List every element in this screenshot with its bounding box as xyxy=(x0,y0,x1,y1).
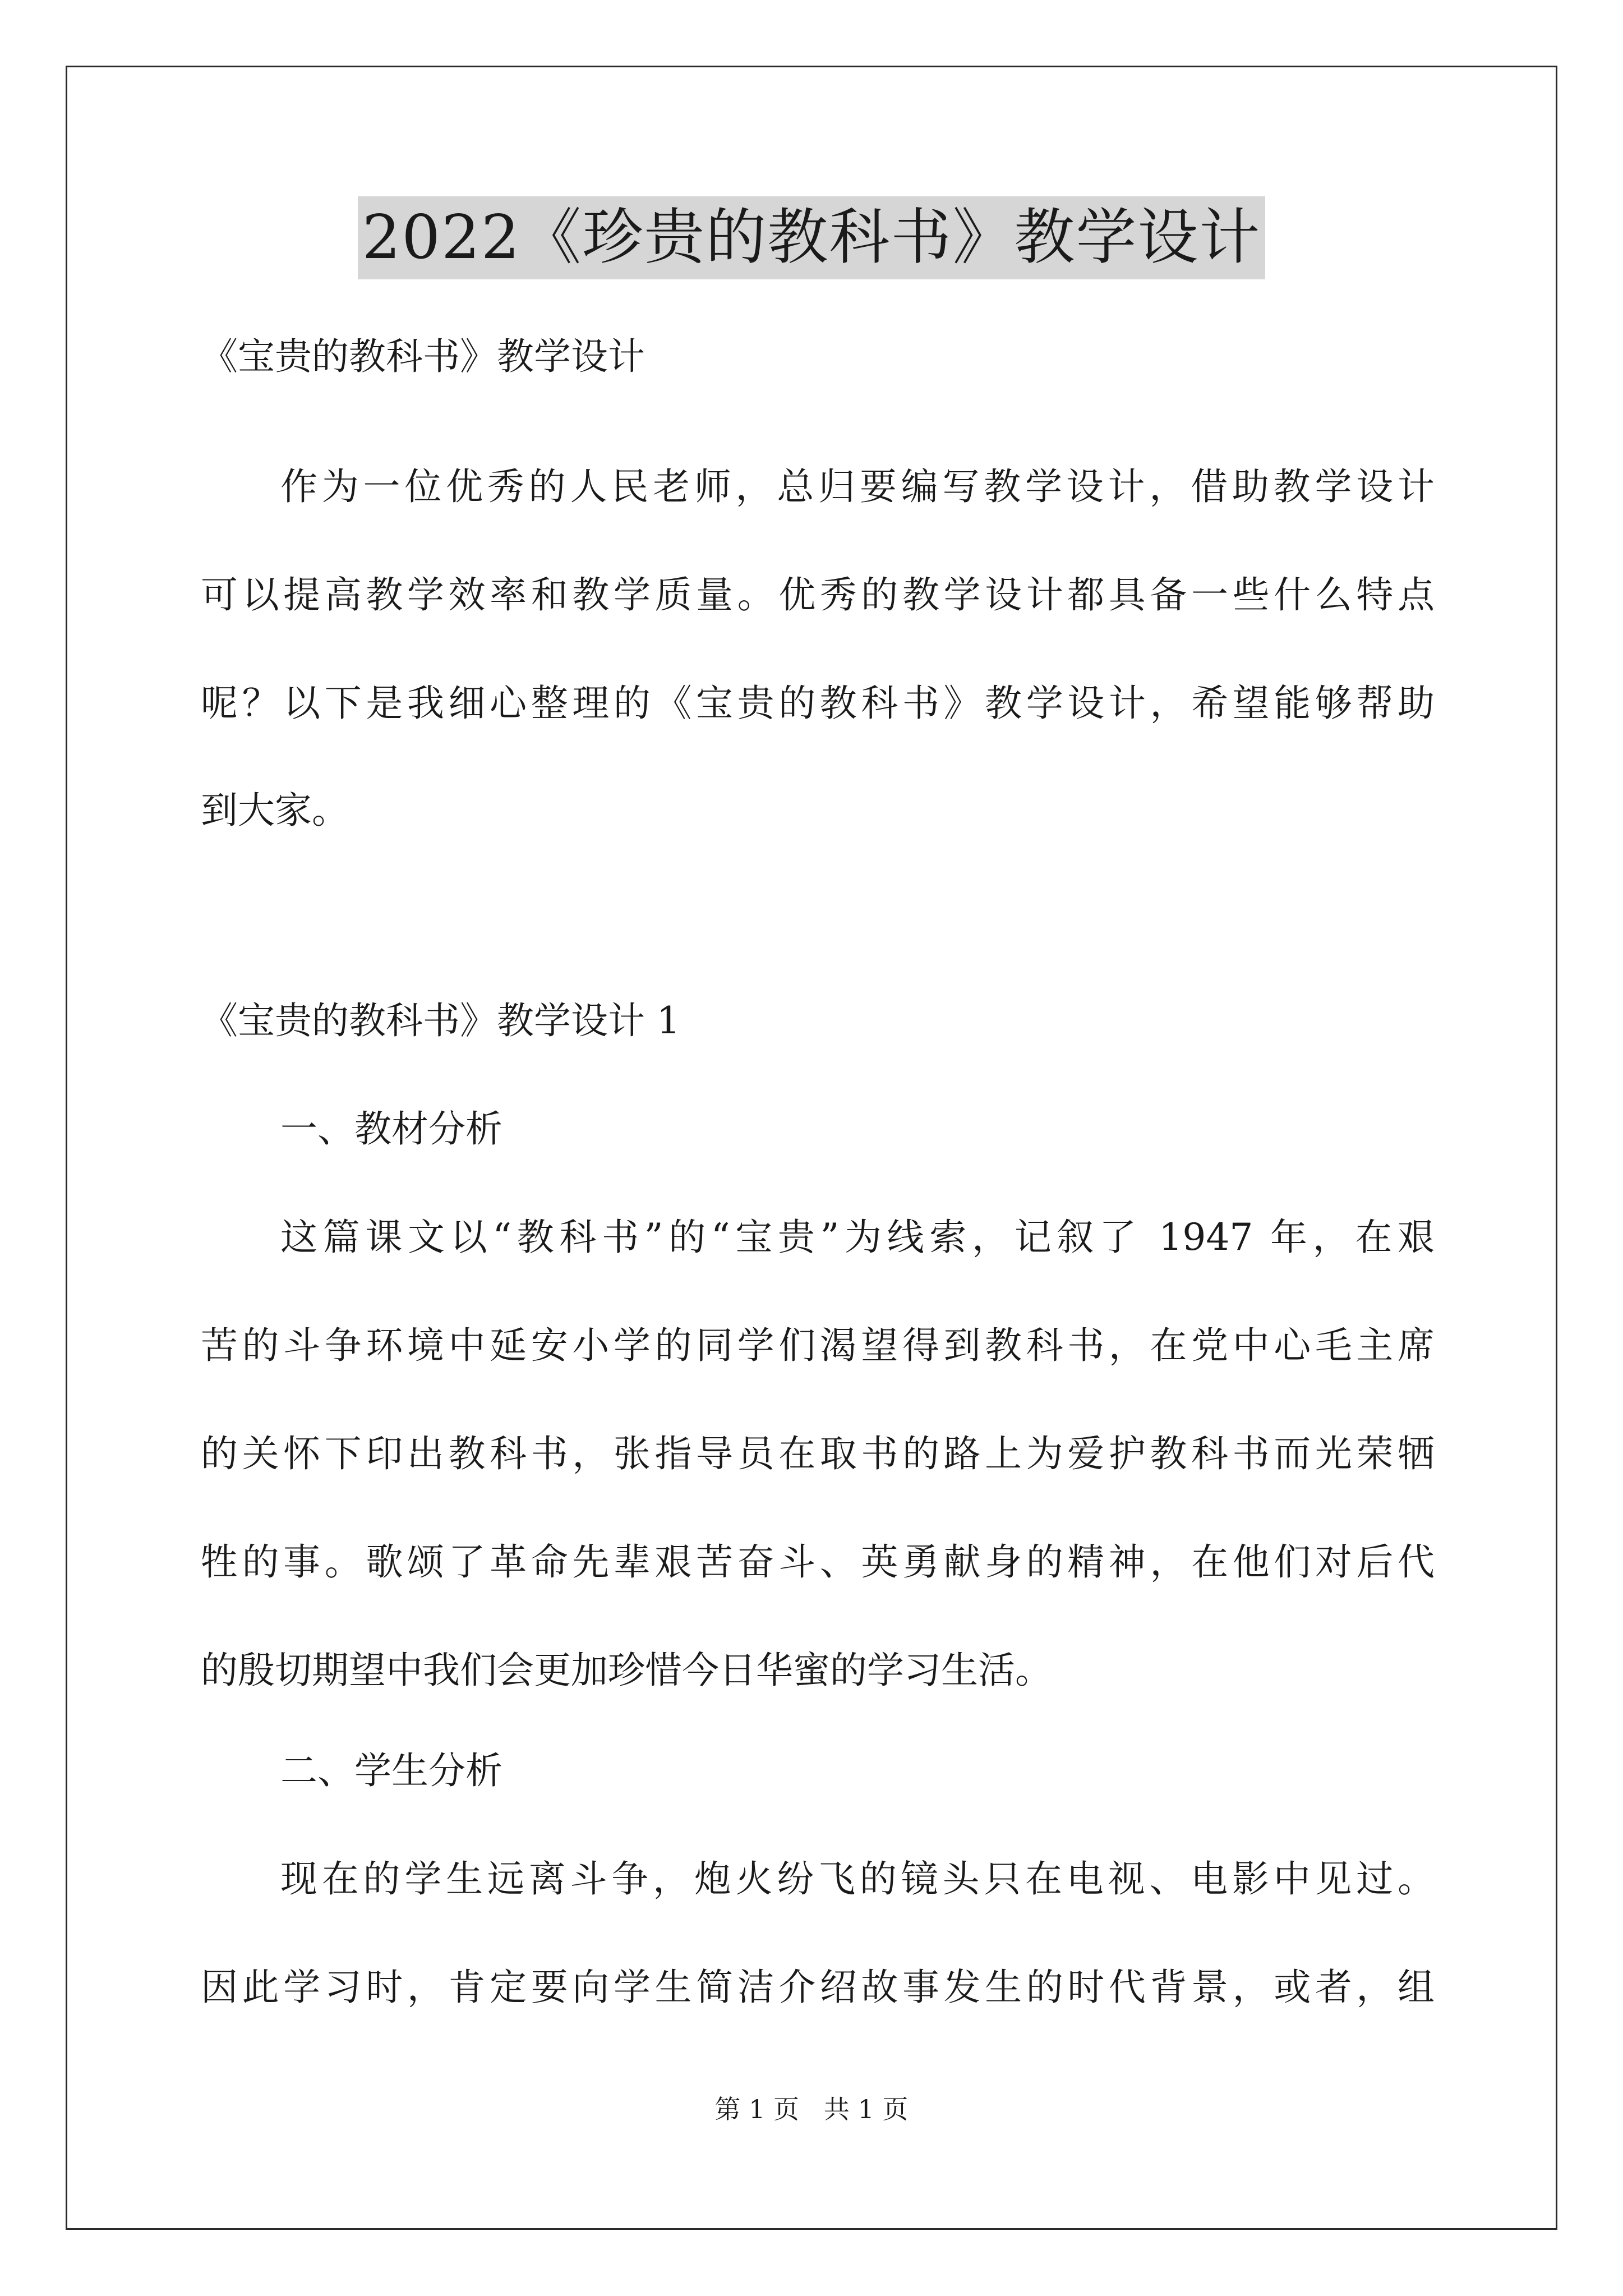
paragraph-line: 这篇课文以“教科书”的“宝贵”为线索，记叙了 1947 年，在艰 xyxy=(280,1216,1435,1259)
paragraph-line: 的殷切期望中我们会更加珍惜今日华蜜的学习生活。 xyxy=(201,1649,1052,1692)
subtitle: 《宝贵的教科书》教学设计 xyxy=(201,335,645,378)
intro-line-1: 作为一位优秀的人民老师，总归要编写教学设计，借助教学设计 xyxy=(280,465,1435,508)
paragraph-line: 苦的斗争环境中延安小学的同学们渴望得到教科书，在党中心毛主席 xyxy=(201,1324,1435,1367)
intro-line-4: 到大家。 xyxy=(201,789,349,832)
section-heading: 《宝贵的教科书》教学设计 1 xyxy=(201,999,680,1042)
intro-line-2: 可以提高教学效率和教学质量。优秀的教学设计都具备一些什么特点 xyxy=(201,573,1435,616)
part1-heading: 一、教材分析 xyxy=(280,1107,502,1151)
paragraph-line: 牲的事。歌颂了革命先辈艰苦奋斗、英勇献身的精神，在他们对后代 xyxy=(201,1540,1435,1584)
document-title xyxy=(0,196,1623,279)
part2-heading: 二、学生分析 xyxy=(280,1749,502,1792)
paragraph-line: 现在的学生远离斗争，炮火纷飞的镜头只在电视、电影中见过。 xyxy=(280,1857,1435,1901)
paragraph-line: 因此学习时，肯定要向学生简洁介绍故事发生的时代背景，或者，组 xyxy=(201,1966,1435,2009)
page-number-footer: 第 1 页 共 1 页 xyxy=(714,2094,909,2124)
intro-line-3: 呢？以下是我细心整理的《宝贵的教科书》教学设计，希望能够帮助 xyxy=(201,682,1435,725)
document-title-text: 2022《珍贵的教科书》教学设计 xyxy=(358,196,1266,279)
paragraph-line: 的关怀下印出教科书，张指导员在取书的路上为爱护教科书而光荣牺 xyxy=(201,1432,1435,1475)
